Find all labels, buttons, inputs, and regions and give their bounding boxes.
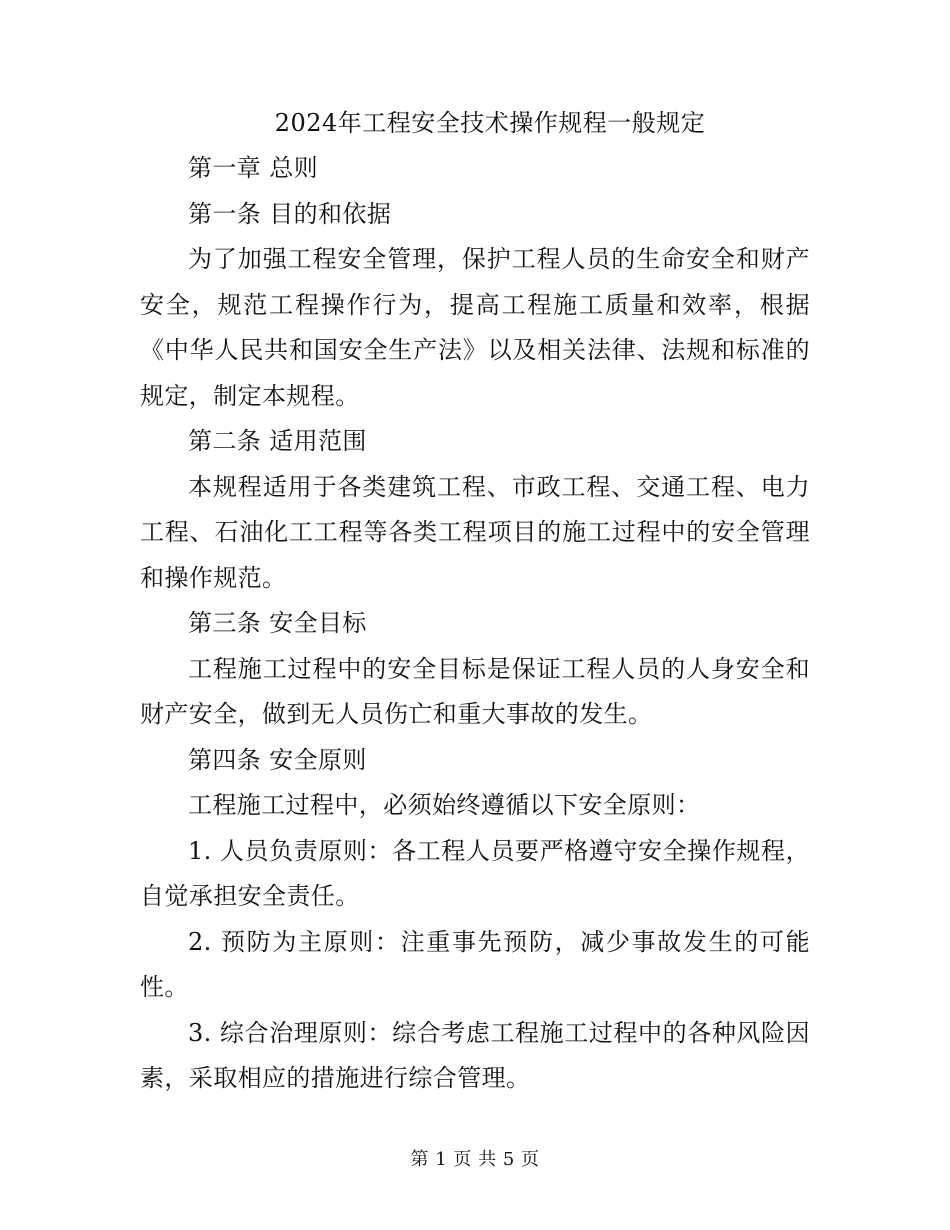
list-item: 3. 综合治理原则：综合考虑工程施工过程中的各种风险因素，采取相应的措施进行综合管理。 (140, 1018, 810, 1092)
article-heading: 第一条 目的和依据 (188, 199, 392, 228)
list-item: 2. 预防为主原则：注重事先预防，减少事故发生的可能性。 (140, 927, 810, 1001)
article-heading: 第四条 安全原则 (188, 745, 367, 774)
chapter-heading: 第一章 总则 (188, 154, 319, 182)
document-body (140, 100, 810, 1102)
article-heading: 第二条 适用范围 (188, 427, 367, 455)
document-title: 2024年工程安全技术操作规程一般规定 (274, 109, 706, 137)
list-item: 1. 人员负责原则：各工程人员要严格遵守安全操作规程，自觉承担安全责任。 (140, 836, 810, 910)
paragraph: 为了加强工程安全管理，保护工程人员的生命安全和财产安全，规范工程操作行为，提高工程施工质量和效率，根据《中华人民共和国安全生产法》以及相关法律、法规和标准的规定，制定本规程。 (140, 245, 810, 410)
article-heading: 第三条 安全目标 (188, 609, 367, 637)
paragraph: 工程施工过程中的安全目标是保证工程人员的人身安全和财产安全，做到无人员伤亡和重大事故的发生。 (140, 654, 810, 728)
page-number-label: 第 1 页 共 5 页 (410, 1149, 540, 1170)
paragraph: 工程施工过程中，必须始终遵循以下安全原则： (188, 791, 701, 819)
page-footer (0, 1148, 950, 1172)
paragraph: 本规程适用于各类建筑工程、市政工程、交通工程、电力工程、石油化工工程等各类工程项目的施工过程中的安全管理和操作规范。 (140, 472, 810, 592)
